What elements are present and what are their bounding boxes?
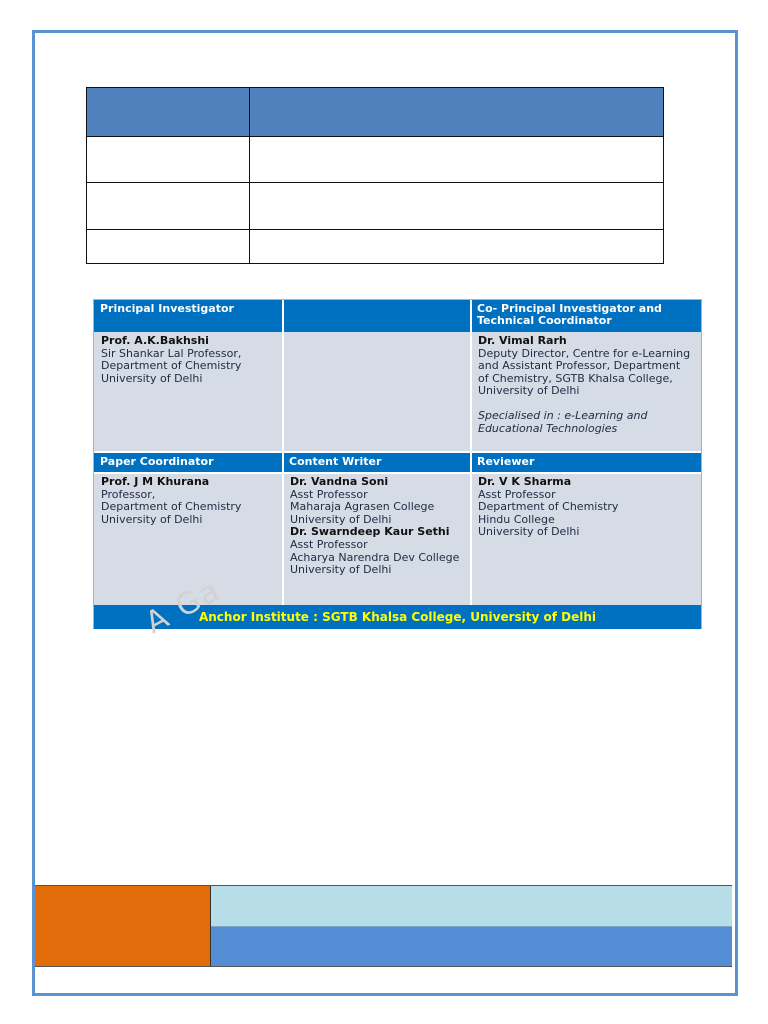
- table-cell: [250, 183, 664, 230]
- paper-coordinator-line: University of Delhi: [101, 512, 203, 526]
- table-header-cell: [250, 88, 664, 137]
- paper-coordinator-header: Paper Coordinator: [94, 453, 283, 472]
- middle-cell: [283, 333, 471, 451]
- copi-specialised: Specialised in : e-Learning and: [478, 408, 648, 422]
- copi-name: Dr. Vimal Rarh: [478, 334, 567, 347]
- paper-coordinator-line: Department of Chemistry: [101, 500, 242, 514]
- content-writer-2-line: University of Delhi: [290, 563, 392, 577]
- reviewer-line: Hindu College: [478, 512, 555, 526]
- paper-coordinator-name: Prof. J M Khurana: [101, 475, 210, 488]
- copi-cell: [471, 333, 701, 451]
- table-cell: [250, 230, 664, 264]
- content-writer-1-line: Maharaja Agrasen College: [290, 500, 435, 514]
- credits-panel: [93, 299, 702, 629]
- table-row: [87, 230, 664, 264]
- pi-header: Principal Investigator: [94, 300, 283, 332]
- grid-divider: [94, 451, 701, 453]
- footer-orange-block: [35, 886, 211, 966]
- table-cell: [87, 183, 250, 230]
- content-writer-cell: [283, 474, 471, 602]
- footer-blue-block: [211, 927, 732, 966]
- reviewer-header: Reviewer: [471, 453, 701, 472]
- table-row: [87, 183, 664, 230]
- paper-coordinator-line: Professor,: [101, 487, 156, 501]
- footer-divider: [210, 886, 211, 966]
- reviewer-line: Asst Professor: [478, 487, 556, 501]
- reviewer-cell: [471, 474, 701, 602]
- copi-line: and Assistant Professor, Department: [478, 359, 681, 373]
- watermark: A Ga: [140, 572, 227, 641]
- anchor-institute-bar: Anchor Institute : SGTB Khalsa College, University of Delhi: [94, 605, 701, 629]
- copi-line: Deputy Director, Centre for e-Learning: [478, 346, 691, 360]
- reviewer-line: Department of Chemistry: [478, 500, 619, 514]
- content-writer-header: Content Writer: [283, 453, 471, 472]
- grid-divider: [94, 472, 701, 474]
- content-writer-1-line: University of Delhi: [290, 512, 392, 526]
- table-cell: [87, 230, 250, 264]
- copi-line: of Chemistry, SGTB Khalsa College,: [478, 371, 673, 385]
- content-writer-2-line: Acharya Narendra Dev College: [290, 550, 460, 564]
- footer-light-block: [211, 886, 732, 927]
- pi-line: Sir Shankar Lal Professor,: [101, 346, 242, 360]
- pi-name: Prof. A.K.Bakhshi: [101, 334, 209, 347]
- table-header-cell: [87, 88, 250, 137]
- reviewer-name: Dr. V K Sharma: [478, 475, 572, 488]
- footer-divider: [35, 966, 732, 967]
- reviewer-line: University of Delhi: [478, 525, 580, 539]
- content-writer-1-line: Asst Professor: [290, 487, 368, 501]
- table-cell: [87, 137, 250, 183]
- middle-header: [283, 300, 471, 332]
- content-writer-2-name: Dr. Swarndeep Kaur Sethi: [290, 525, 450, 539]
- pi-line: University of Delhi: [101, 371, 203, 385]
- copi-header: Co- Principal Investigator and Technical Coordinator: [471, 300, 701, 332]
- table-cell: [250, 137, 664, 183]
- copi-specialised-2: Educational Technologies: [478, 421, 618, 435]
- pi-cell: [94, 333, 283, 451]
- pi-line: Department of Chemistry: [101, 359, 242, 373]
- content-writer-2-line: Asst Professor: [290, 537, 368, 551]
- table-header-row: [87, 88, 664, 137]
- copi-line: University of Delhi: [478, 384, 580, 398]
- content-writer-1-name: Dr. Vandna Soni: [290, 475, 389, 488]
- module-info-table: [86, 87, 664, 264]
- table-row: [87, 137, 664, 183]
